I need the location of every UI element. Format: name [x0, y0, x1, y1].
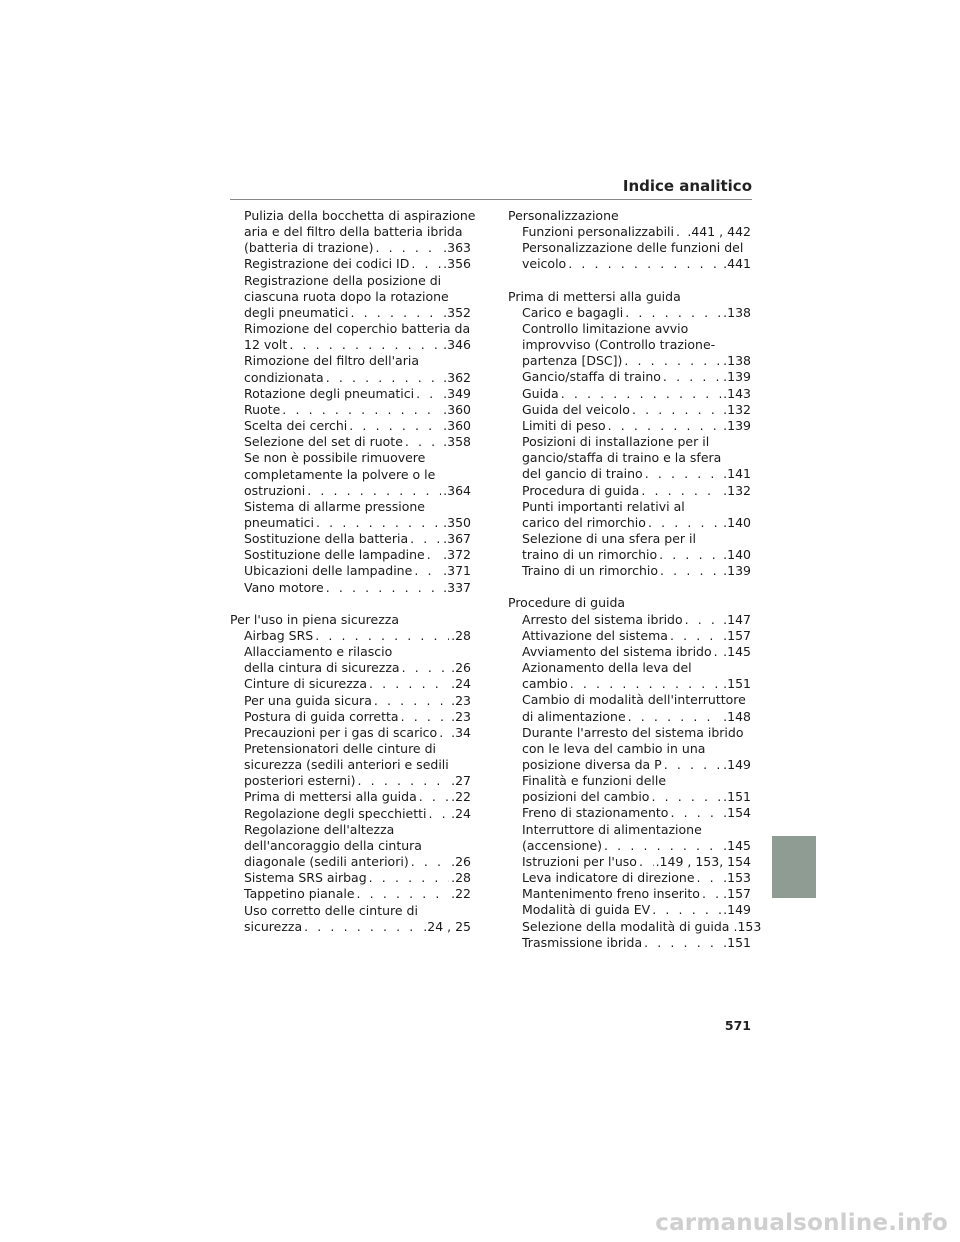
dot-leader [405, 434, 441, 450]
page-reference: .157 [723, 627, 751, 643]
index-entry [508, 531, 751, 563]
index-entry [230, 208, 476, 256]
entry-text: Istruzioni per l'uso [522, 853, 637, 869]
index-entry [508, 612, 751, 628]
index-section [508, 289, 751, 580]
entry-text: Guida [522, 385, 559, 401]
dot-leader [316, 515, 441, 531]
entry-text: Freno di stazionamento [522, 805, 669, 821]
entry-text: dell'ancoraggio della cintura [244, 837, 422, 853]
page-reference: .153 [733, 918, 762, 934]
entry-text: posizioni del cambio [522, 789, 650, 805]
dot-leader [349, 418, 441, 434]
index-entry [230, 321, 471, 353]
index-entry [508, 644, 751, 660]
page-reference: .143 [723, 385, 751, 401]
dot-leader [369, 870, 449, 886]
dot-leader [315, 628, 449, 644]
page-reference: .441 [723, 256, 751, 272]
index-entry [230, 402, 471, 418]
index-section [508, 208, 751, 273]
entry-text: Registrazione dei codici ID [244, 256, 410, 272]
dot-leader [416, 386, 441, 402]
page-reference: .364 [443, 482, 471, 498]
page-reference: .145 [723, 643, 751, 659]
page-reference: .24 [451, 805, 471, 821]
index-entry [508, 305, 751, 321]
index-entry [508, 240, 751, 272]
entry-text: Ubicazioni delle lampadine [244, 563, 413, 579]
page-reference: .141 [723, 466, 751, 482]
dot-leader [411, 256, 441, 272]
dot-leader [625, 305, 721, 321]
entry-text: Rimozione del filtro dell'aria [244, 353, 419, 369]
entry-text: Sistema SRS airbag [244, 870, 367, 886]
page-reference: .34 [451, 724, 471, 740]
page-reference: .26 [451, 660, 471, 676]
page-reference: .148 [723, 708, 751, 724]
index-entry [230, 709, 471, 725]
index-entry [230, 386, 471, 402]
entry-text: Finalità e funzioni delle [522, 773, 667, 789]
page-reference: .132 [723, 482, 751, 498]
header-divider [230, 199, 752, 200]
entry-text: Sostituzione della batteria [244, 531, 409, 547]
index-entry [508, 918, 762, 935]
index-entry [508, 563, 751, 579]
entry-text: diagonale (sedili anteriori) [244, 854, 409, 870]
page-reference: .23 [451, 708, 471, 724]
index-entry [508, 886, 751, 902]
dot-leader [714, 644, 722, 660]
index-entry [508, 725, 751, 773]
entry-text: con le leva del cambio in una [522, 740, 706, 756]
entry-text: Uso corretto delle cinture di [244, 902, 418, 918]
page-reference: .145 [723, 837, 751, 853]
page-reference: .22 [451, 886, 471, 902]
entry-text: Attivazione del sistema [522, 627, 668, 643]
dot-leader [608, 418, 722, 434]
dot-leader [644, 935, 721, 951]
index-entry [230, 563, 471, 579]
page-reference: .132 [723, 401, 751, 417]
dot-leader [282, 402, 441, 418]
page-reference: .356 [443, 256, 471, 272]
page-reference: .151 [723, 934, 751, 950]
watermark: carmanualsonline.info [655, 1210, 948, 1236]
index-entry [508, 224, 751, 240]
entry-text: Cinture di sicurezza [244, 676, 367, 692]
entry-text: Regolazione dell'altezza [244, 821, 395, 837]
page-reference: .24 , 25 [423, 918, 471, 934]
page-reference: .350 [443, 514, 471, 530]
page-reference: .28 [451, 870, 471, 886]
page-reference: .371 [443, 563, 471, 579]
entry-text: Limiti di peso [522, 417, 606, 433]
page-reference: .349 [443, 385, 471, 401]
dot-leader [652, 902, 721, 918]
dot-leader [358, 773, 450, 789]
page-reference: .352 [443, 304, 471, 320]
index-entry [230, 741, 471, 789]
index-entry [508, 369, 751, 385]
entry-text: Regolazione degli specchietti [244, 805, 427, 821]
dot-leader [568, 256, 721, 272]
entry-text: Allacciamento e rilascio [244, 644, 393, 660]
entry-text: Avviamento del sistema ibrido [522, 643, 712, 659]
dot-leader [676, 224, 685, 240]
entry-text: Leva indicatore di direzione [522, 870, 695, 886]
page-reference: .360 [443, 401, 471, 417]
entry-text: Interruttore di alimentazione [522, 821, 702, 837]
entry-text: ostruzioni [244, 482, 306, 498]
dot-leader [369, 676, 449, 692]
entry-text: cambio [522, 676, 568, 692]
entry-text: Scelta dei cerchi [244, 418, 348, 434]
entry-text: veicolo [522, 256, 567, 272]
page-reference: .360 [443, 418, 471, 434]
index-entry [230, 531, 471, 547]
index-column-left [230, 208, 476, 935]
entry-text: Mantenimento freno inserito [522, 886, 700, 902]
section-tab [772, 836, 816, 898]
dot-leader [304, 919, 421, 935]
page-reference: .372 [443, 547, 471, 563]
page-reference: .157 [723, 886, 751, 902]
entry-text: Ruote [244, 401, 281, 417]
index-entry [508, 660, 751, 692]
entry-text: Sostituzione delle lampadine [244, 547, 425, 563]
page-reference: .138 [723, 304, 751, 320]
dot-leader [326, 580, 441, 596]
entry-text: (batteria di trazione) [244, 240, 374, 256]
entry-text: Prima di mettersi alla guida [244, 789, 417, 805]
dot-leader [632, 402, 721, 418]
page-reference: .337 [443, 579, 471, 595]
index-entry [230, 547, 471, 563]
index-entry [230, 418, 471, 434]
page-reference: .140 [723, 547, 751, 563]
entry-text: (accensione) [522, 837, 603, 853]
page-reference: .151 [723, 676, 751, 692]
index-entry [230, 434, 471, 450]
page-reference: .22 [451, 789, 471, 805]
page-reference: .149 , 153, 154 [655, 853, 751, 869]
page-reference: .153 [723, 870, 751, 886]
page-reference: .149 [723, 902, 751, 918]
entry-text: Vano motore [244, 579, 324, 595]
entry-text: carico del rimorchio [522, 514, 646, 530]
entry-text: Pulizia della bocchetta di aspirazione [244, 208, 476, 223]
page-reference: .151 [723, 789, 751, 805]
dot-leader [697, 870, 722, 886]
dot-leader [628, 709, 722, 725]
page-reference: .24 [451, 676, 471, 692]
index-entry [230, 644, 471, 676]
index-entry [230, 903, 471, 935]
index-entry [230, 353, 471, 385]
index-heading: Personalizzazione [508, 208, 619, 223]
dot-leader [663, 369, 721, 385]
entry-text: Procedura di guida [522, 482, 640, 498]
page-reference: .358 [443, 434, 471, 450]
dot-leader [561, 386, 721, 402]
entry-text: traino di un rimorchio [522, 547, 658, 563]
index-heading: Procedure di guida [508, 595, 626, 611]
page-reference: .140 [723, 514, 751, 530]
dot-leader [670, 805, 721, 821]
entry-text: Airbag SRS [244, 627, 314, 643]
index-heading: Per l'uso in piena sicurezza [230, 611, 400, 627]
entry-text: degli pneumatici [244, 304, 349, 320]
page-reference: .363 [443, 240, 471, 256]
index-entry [230, 256, 471, 272]
entry-text: Traino di un rimorchio [522, 563, 659, 579]
dot-leader [351, 305, 442, 321]
index-entry [508, 805, 751, 821]
index-entry [508, 386, 751, 402]
entry-text: del gancio di traino [522, 466, 643, 482]
index-entry [508, 870, 751, 886]
entry-text: Gancio/staffa di traino [522, 369, 661, 385]
index-entry [230, 499, 471, 531]
entry-text: Azionamento della leva del [522, 660, 692, 676]
dot-leader [402, 660, 450, 676]
entry-text: Guida del veicolo [522, 401, 630, 417]
entry-text: Punti importanti relativi al [522, 498, 685, 514]
dot-leader [685, 612, 722, 628]
index-heading: Prima di mettersi alla guida [508, 288, 681, 304]
page-reference: .27 [451, 773, 471, 789]
dot-leader [410, 531, 441, 547]
entry-text: condizionata [244, 369, 324, 385]
dot-leader [641, 483, 721, 499]
index-entry [230, 822, 471, 870]
entry-text: Se non è possibile rimuovere [244, 450, 426, 466]
index-entry [230, 789, 471, 805]
entry-text: improvviso (Controllo trazione- [522, 337, 716, 353]
dot-leader [411, 854, 449, 870]
index-entry [230, 450, 471, 498]
index-section [230, 208, 476, 596]
index-entry [230, 580, 471, 596]
dot-leader [624, 353, 721, 369]
index-entry [230, 628, 471, 644]
dot-leader [639, 854, 654, 870]
entry-text: Rotazione degli pneumatici [244, 385, 415, 401]
entry-text: Carico e bagagli [522, 304, 624, 320]
entry-text: di alimentazione [522, 708, 626, 724]
index-entry [230, 806, 471, 822]
index-entry [508, 854, 751, 870]
entry-text: Selezione della modalità di guida [522, 918, 730, 934]
entry-text: completamente la polvere o le [244, 466, 436, 482]
entry-text: Personalizzazione delle funzioni del [522, 240, 744, 256]
index-entry [230, 273, 471, 321]
dot-leader [664, 757, 721, 773]
entry-text: Trasmissione ibrida [522, 934, 643, 950]
entry-text: Funzioni personalizzabili [522, 224, 674, 240]
index-section [508, 595, 762, 950]
index-entry [508, 434, 751, 482]
dot-leader [604, 838, 721, 854]
dot-leader [401, 709, 450, 725]
page-reference: .26 [451, 854, 471, 870]
dot-leader [429, 806, 450, 822]
index-entry [508, 773, 751, 805]
dot-leader [670, 628, 721, 644]
index-column-right [508, 208, 762, 951]
entry-text: Sistema di allarme pressione [244, 498, 425, 514]
entry-text: Tappetino pianale [244, 886, 355, 902]
entry-text: Selezione di una sfera per il [522, 530, 696, 546]
page-reference: .147 [723, 611, 751, 627]
dot-leader [651, 789, 721, 805]
page-reference: .139 [723, 417, 751, 433]
entry-text: Pretensionatori delle cinture di [244, 741, 436, 756]
dot-leader [307, 483, 441, 499]
dot-leader [702, 886, 721, 902]
page-reference: .139 [723, 369, 751, 385]
entry-text: Selezione del set di ruote [244, 434, 403, 450]
entry-text: della cintura di sicurezza [244, 660, 400, 676]
index-entry [230, 870, 471, 886]
entry-text: Per una guida sicura [244, 692, 372, 708]
entry-text: sicurezza (sedili anteriori e sedili [244, 757, 449, 773]
dot-leader [326, 370, 441, 386]
index-entry [508, 499, 751, 531]
entry-text: posizione diversa da P [522, 757, 662, 772]
page-reference: .138 [723, 353, 751, 369]
index-entry [508, 628, 751, 644]
dot-leader [645, 466, 721, 482]
entry-text: sicurezza [244, 918, 303, 934]
entry-text: Postura di guida corretta [244, 708, 399, 724]
dot-leader [439, 725, 449, 741]
page-header-title: Indice analitico [622, 177, 752, 195]
entry-text: 12 volt [244, 337, 288, 353]
entry-text: Posizioni di installazione per il [522, 434, 710, 450]
entry-text: Cambio di modalità dell'interruttore [522, 692, 746, 708]
index-entry [508, 692, 751, 724]
entry-text: Registrazione della posizione di [244, 272, 442, 288]
page-reference: .346 [443, 337, 471, 353]
index-entry [230, 725, 471, 741]
index-entry [230, 676, 471, 692]
index-entry [508, 935, 751, 951]
page-reference: .362 [443, 369, 471, 385]
page-reference: .139 [723, 563, 751, 579]
entry-text: pneumatici [244, 514, 315, 530]
page-reference: .441 , 442 [687, 224, 751, 240]
entry-text: Controllo limitazione avvio [522, 320, 689, 336]
index-entry [230, 693, 471, 709]
index-entry [508, 321, 751, 369]
index-section [230, 612, 471, 935]
entry-text: partenza [DSC]) [522, 353, 623, 369]
dot-leader [570, 676, 721, 692]
page-reference: .23 [451, 692, 471, 708]
index-entry [508, 418, 751, 434]
dot-leader [648, 515, 721, 531]
entry-text: Modalità di guida EV [522, 902, 651, 918]
index-entry [508, 483, 751, 499]
dot-leader [660, 563, 721, 579]
dot-leader [659, 547, 721, 563]
index-entry [230, 886, 471, 902]
dot-leader [357, 886, 450, 902]
dot-leader [419, 789, 449, 805]
page-number: 571 [724, 1018, 751, 1033]
entry-text: gancio/staffa di traino e la sfera [522, 450, 722, 466]
entry-text: posteriori esterni) [244, 773, 356, 789]
page-reference: .149 [723, 757, 751, 772]
entry-text: Precauzioni per i gas di scarico [244, 724, 438, 740]
dot-leader [414, 563, 441, 579]
dot-leader [289, 337, 441, 353]
entry-text: ciascuna ruota dopo la rotazione [244, 288, 449, 304]
page-reference: .367 [443, 531, 471, 547]
entry-text: Durante l'arresto del sistema ibrido [522, 724, 744, 740]
dot-leader [375, 240, 441, 256]
entry-text: Arresto del sistema ibrido [522, 611, 683, 627]
page-reference: .28 [451, 627, 471, 643]
index-entry [508, 902, 751, 918]
entry-text: aria e del filtro della batteria ibrida [244, 224, 463, 240]
dot-leader [374, 693, 449, 709]
index-entry [508, 822, 751, 854]
index-entry [508, 402, 751, 418]
page-reference: .154 [723, 805, 751, 821]
entry-text: Rimozione del coperchio batteria da [244, 321, 471, 337]
dot-leader [427, 547, 441, 563]
